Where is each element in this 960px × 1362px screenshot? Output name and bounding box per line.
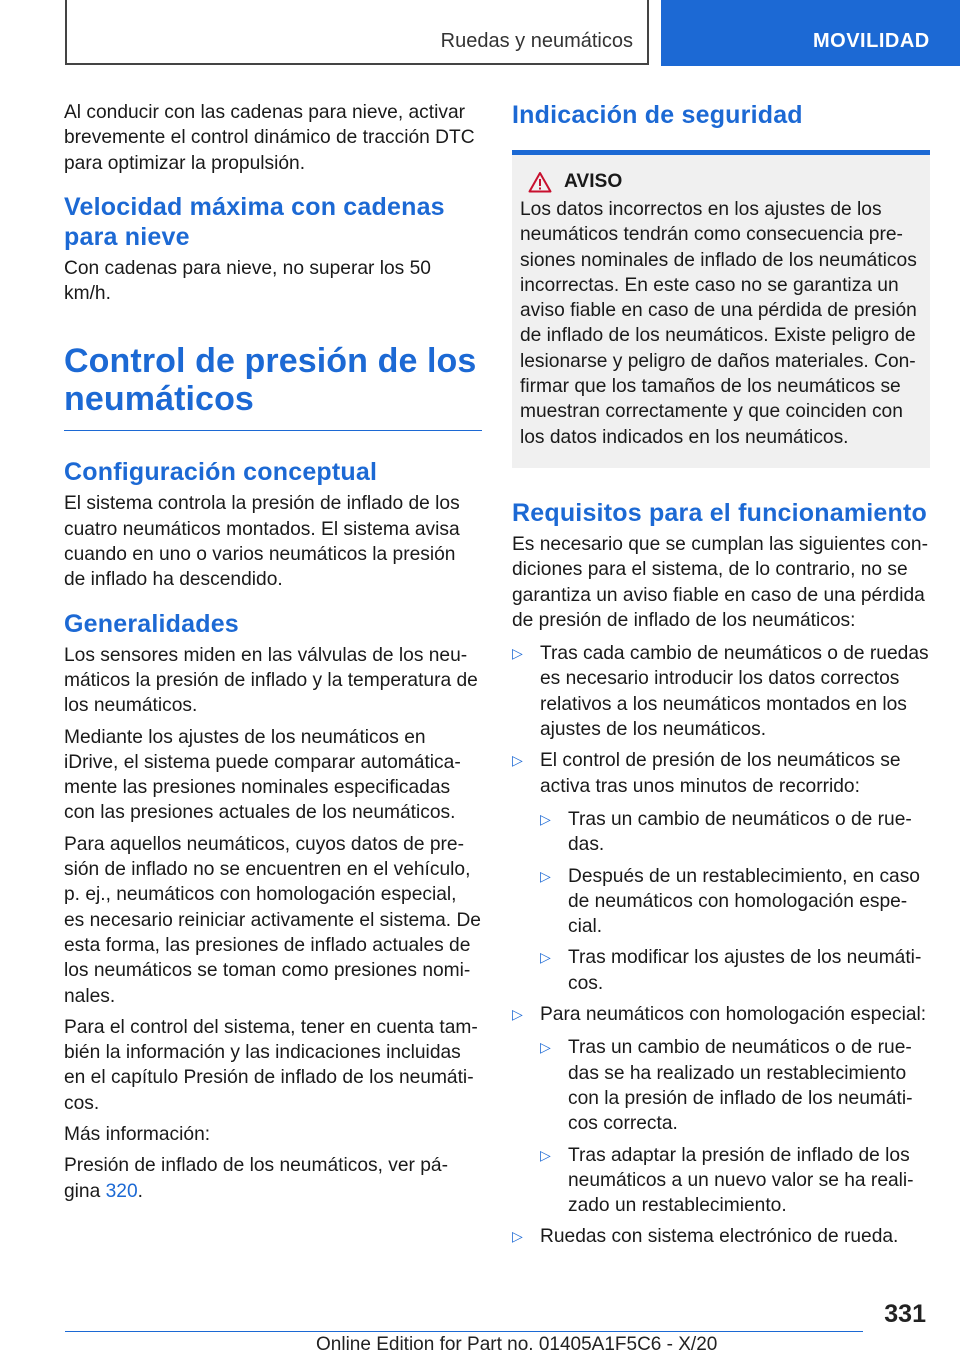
list-item-text: Ruedas con sistema electrónico de rueda. — [540, 1226, 899, 1248]
list-item-text: Tras modificar los ajustes de los neumáti‐cos. — [568, 947, 922, 994]
list-item-text: Después de un restablecimiento, en caso de neumáticos con homologación espe‐cial. — [568, 865, 920, 938]
configuracion-paragraph: El sistema controla la presión de inflado de los cuatro neumáticos montados. El sistema avisa cuando en uno o varios neumáticos la presión de inflado ha descendido. — [64, 493, 460, 591]
footer-divider — [65, 1331, 863, 1332]
header-chapter-tab — [661, 0, 960, 66]
footer-edition: Online Edition for Part no. 01405A1F5C6 - X/20 — [316, 1334, 718, 1355]
mas-informacion-label: Más información: — [64, 1124, 211, 1146]
left-column — [64, 100, 482, 1204]
list-item-text: Tras un cambio de neumáticos o de rue‐das. — [568, 808, 912, 856]
page-reference-link[interactable]: 320 — [105, 1180, 138, 1202]
right-column — [512, 100, 930, 1256]
requisitos-paragraph: Es necesario que se cumplan las siguientes con‐diciones para el sistema, de lo contrario, no se garantiza un aviso fiable en caso de una pérdida de presión de inflado de los neumáticos: — [512, 533, 928, 631]
header-section-box — [65, 0, 649, 65]
list-item-text: El control de presión de los neumáticos se activa tras unos minutos de recorrido: — [540, 750, 901, 797]
cross-reference-paragraph — [64, 1153, 482, 1204]
intro-paragraph: Al conducir con las cadenas para nieve, activar brevemente el control dinámico de tracción DTC para optimizar la propulsión. — [64, 102, 475, 174]
list-item — [540, 807, 930, 858]
sub-list — [540, 807, 930, 996]
header-section-title: Ruedas y neumáticos — [440, 30, 633, 52]
list-item — [540, 1035, 930, 1136]
list-item — [540, 864, 930, 940]
list-item — [512, 641, 930, 742]
list-item-text: Tras adaptar la presión de inflado de los neumáticos a un nuevo valor se ha reali‐zado un restablecimiento. — [568, 1144, 914, 1217]
heading-velocidad: Velocidad máxima con cadenas para nieve — [64, 192, 445, 251]
requisitos-list — [512, 641, 930, 1250]
list-item — [540, 945, 930, 996]
cross-reference-text: Presión de inflado de los neumáticos, ver pá‐gina — [64, 1155, 448, 1202]
list-item-text: Para neumáticos con homologación especial: — [540, 1004, 927, 1026]
list-item-text: Tras cada cambio de neumáticos o de ruedas es necesario introducir los datos correctos relativos a los neumáticos montados en los ajustes de los neumáticos. — [540, 643, 929, 741]
warning-title: AVISO — [564, 171, 623, 192]
list-item — [540, 1143, 930, 1219]
page-number: 331 — [884, 1300, 926, 1328]
heading-seguridad: Indicación de seguridad — [512, 101, 803, 129]
warning-text: Los datos incorrectos en los ajustes de los neumáticos tendrán como consecuencia pre‐siones nominales de inflado de los neumáticos incorrectas. En este caso no se garantiza un aviso fiable en caso de una pérdida de presión de inflado de los neumáticos. Existe peligro de lesionarse y peligro de daños materiales. Con‐firmar que los tamaños de los neumáticos se muestran correctamente y que coinciden con los datos indicados en los neumáticos. — [520, 199, 917, 448]
generalidades-paragraph-3: Para aquellos neumáticos, cuyos datos de pre‐sión de inflado no se encuentren en el vehículo, p. ej., neumáticos con homologación especial, es necesario reiniciar activamente el sistema. De esta forma, las presiones de inflado actuales de los neumáticos se toman como presiones nomi‐nales. — [64, 833, 481, 1007]
warning-triangle-icon — [528, 171, 552, 193]
page-header — [0, 0, 960, 66]
list-item — [512, 748, 930, 996]
heading-configuracion: Configuración conceptual — [64, 458, 378, 487]
warning-box — [512, 150, 930, 468]
generalidades-paragraph-4: Para el control del sistema, tener en cuenta tam‐bién la información y las indicaciones incluidas en el capítulo Presión de inflado de los neumáti‐cos. — [64, 1016, 478, 1114]
generalidades-paragraph-2: Mediante los ajustes de los neumáticos en iDrive, el sistema puede comparar automática‐mente las presiones nominales especificadas con las presiones actuales de los neumáticos. — [64, 726, 461, 824]
sub-list — [540, 1035, 930, 1218]
generalidades-paragraph-1: Los sensores miden en las válvulas de los neu‐máticos la presión de inflado y la temperatura de los neumáticos. — [64, 644, 478, 717]
velocidad-paragraph: Con cadenas para nieve, no superar los 50 km/h. — [64, 257, 431, 305]
list-item — [512, 1002, 930, 1218]
cross-reference-end: . — [137, 1180, 143, 1202]
heading-requisitos: Requisitos para el funcionamiento — [512, 498, 927, 527]
list-item-text: Tras un cambio de neumáticos o de rue‐das se ha realizado un restablecimiento con la presión de inflado de los neumáti‐cos correcta. — [568, 1037, 913, 1135]
warning-title-row — [520, 171, 922, 193]
heading-control-presion: Control de presión de los neumáticos — [64, 342, 482, 431]
header-chapter-label: MOVILIDAD — [813, 30, 930, 52]
heading-generalidades: Generalidades — [64, 609, 239, 638]
list-item — [512, 1224, 930, 1249]
